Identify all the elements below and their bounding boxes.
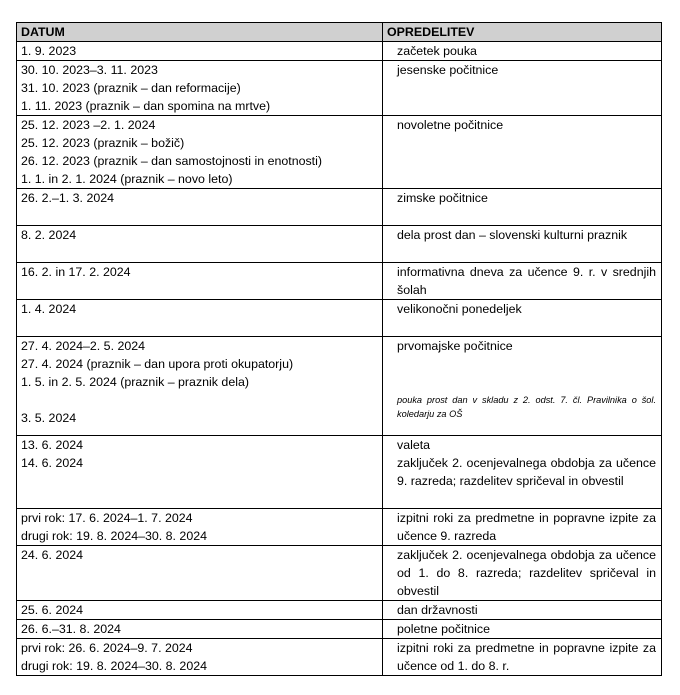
description-text: dan državnosti — [397, 603, 478, 617]
date-cell — [17, 436, 383, 509]
description-cell — [383, 509, 662, 546]
date-line: 8. 2. 2024 — [21, 228, 77, 242]
date-cell — [17, 263, 383, 300]
date-line: 1. 11. 2023 (praznik – dan spomina na mrtve) — [21, 99, 271, 113]
date-line: 27. 4. 2024–2. 5. 2024 — [21, 339, 146, 353]
date-line: 27. 4. 2024 (praznik – dan upora proti okupatorju) — [21, 357, 294, 371]
table-row — [17, 226, 662, 263]
date-line: 31. 10. 2023 (praznik – dan reformacije) — [21, 81, 241, 95]
date-line: 26. 12. 2023 (praznik – dan samostojnosti in enotnosti) — [21, 154, 322, 168]
table-row — [17, 263, 662, 300]
header-datum: DATUM — [17, 23, 383, 42]
description-cell — [383, 337, 662, 436]
table-row — [17, 436, 662, 509]
date-line: 25. 12. 2023 –2. 1. 2024 — [21, 118, 156, 132]
description-cell — [383, 300, 662, 337]
table-row — [17, 601, 662, 620]
table-row — [17, 189, 662, 226]
date-line: 1. 1. in 2. 1. 2024 (praznik – novo leto) — [21, 172, 233, 186]
date-line: 14. 6. 2024 — [21, 456, 84, 470]
description-cell — [383, 546, 662, 601]
description-text: zaključek 2. ocenjevalnega obdobja za učence od 1. do 8. razreda; razdelitev spričeval in obvestil — [397, 548, 656, 598]
date-line: 1. 5. in 2. 5. 2024 (praznik – praznik dela) — [21, 375, 249, 389]
description-cell — [383, 436, 662, 509]
date-cell — [17, 546, 383, 601]
description-text: zaključek 2. ocenjevalnega obdobja za učence 9. razreda; razdelitev spričeval in obvestil — [397, 456, 656, 488]
table-row — [17, 61, 662, 116]
description-text: izpitni roki za predmetne in popravne izpite za učence 9. razreda — [397, 511, 656, 543]
description-text: izpitni roki za predmetne in popravne izpite za učence od 1. do 8. r. — [397, 641, 656, 673]
description-text: jesenske počitnice — [397, 63, 499, 77]
date-cell — [17, 61, 383, 116]
description-text: velikonočni ponedeljek — [397, 302, 522, 316]
description-text: dela prost dan – slovenski kulturni praznik — [397, 228, 628, 242]
date-cell — [17, 300, 383, 337]
description-text: novoletne počitnice — [397, 118, 504, 132]
header-opredelitev: OPREDELITEV — [383, 23, 662, 42]
date-line: 1. 4. 2024 — [21, 302, 77, 316]
date-line: 16. 2. in 17. 2. 2024 — [21, 265, 131, 279]
description-cell — [383, 263, 662, 300]
date-line: 13. 6. 2024 — [21, 438, 84, 452]
description-cell — [383, 226, 662, 263]
table-row — [17, 42, 662, 61]
date-cell — [17, 509, 383, 546]
table-header-row — [17, 23, 662, 42]
spacer — [21, 391, 378, 409]
date-line: 3. 5. 2024 — [21, 411, 77, 425]
description-cell — [383, 601, 662, 620]
table-row — [17, 620, 662, 639]
spacer — [397, 355, 656, 391]
table-row — [17, 509, 662, 546]
date-line: drugi rok: 19. 8. 2024–30. 8. 2024 — [21, 529, 207, 543]
table-row — [17, 116, 662, 189]
table-row — [17, 337, 662, 436]
date-line: 1. 9. 2023 — [21, 44, 77, 58]
date-line: 24. 6. 2024 — [21, 548, 84, 562]
description-cell — [383, 189, 662, 226]
school-calendar-table — [16, 22, 662, 676]
description-text: prvomajske počitnice — [397, 339, 513, 353]
date-cell — [17, 116, 383, 189]
date-line: drugi rok: 19. 8. 2024–30. 8. 2024 — [21, 659, 207, 673]
date-cell — [17, 189, 383, 226]
description-text: valeta — [397, 438, 431, 452]
date-line: 25. 6. 2024 — [21, 603, 84, 617]
description-cell — [383, 61, 662, 116]
date-line: 25. 12. 2023 (praznik – božič) — [21, 136, 185, 150]
description-cell — [383, 116, 662, 189]
description-cell — [383, 620, 662, 639]
date-line: 26. 6.–31. 8. 2024 — [21, 622, 121, 636]
date-line: 30. 10. 2023–3. 11. 2023 — [21, 63, 158, 77]
table-row — [17, 546, 662, 601]
description-text: začetek pouka — [397, 44, 477, 58]
date-cell — [17, 42, 383, 61]
table-body — [17, 42, 662, 676]
date-line: prvi rok: 26. 6. 2024–9. 7. 2024 — [21, 641, 193, 655]
date-line: prvi rok: 17. 6. 2024–1. 7. 2024 — [21, 511, 193, 525]
date-cell — [17, 620, 383, 639]
date-cell — [17, 337, 383, 436]
description-text: poletne počitnice — [397, 622, 490, 636]
description-text: informativna dneva za učence 9. r. v srednjih šolah — [397, 265, 656, 297]
date-line: 26. 2.–1. 3. 2024 — [21, 191, 115, 205]
date-cell — [17, 226, 383, 263]
table-row — [17, 639, 662, 676]
description-cell — [383, 639, 662, 676]
description-cell — [383, 42, 662, 61]
description-text: zimske počitnice — [397, 191, 488, 205]
date-cell — [17, 601, 383, 620]
date-cell — [17, 639, 383, 676]
table-row — [17, 300, 662, 337]
note-text: pouka prost dan v skladu z 2. odst. 7. čl. Pravilnika o šol. koledarju za OŠ — [397, 395, 656, 419]
